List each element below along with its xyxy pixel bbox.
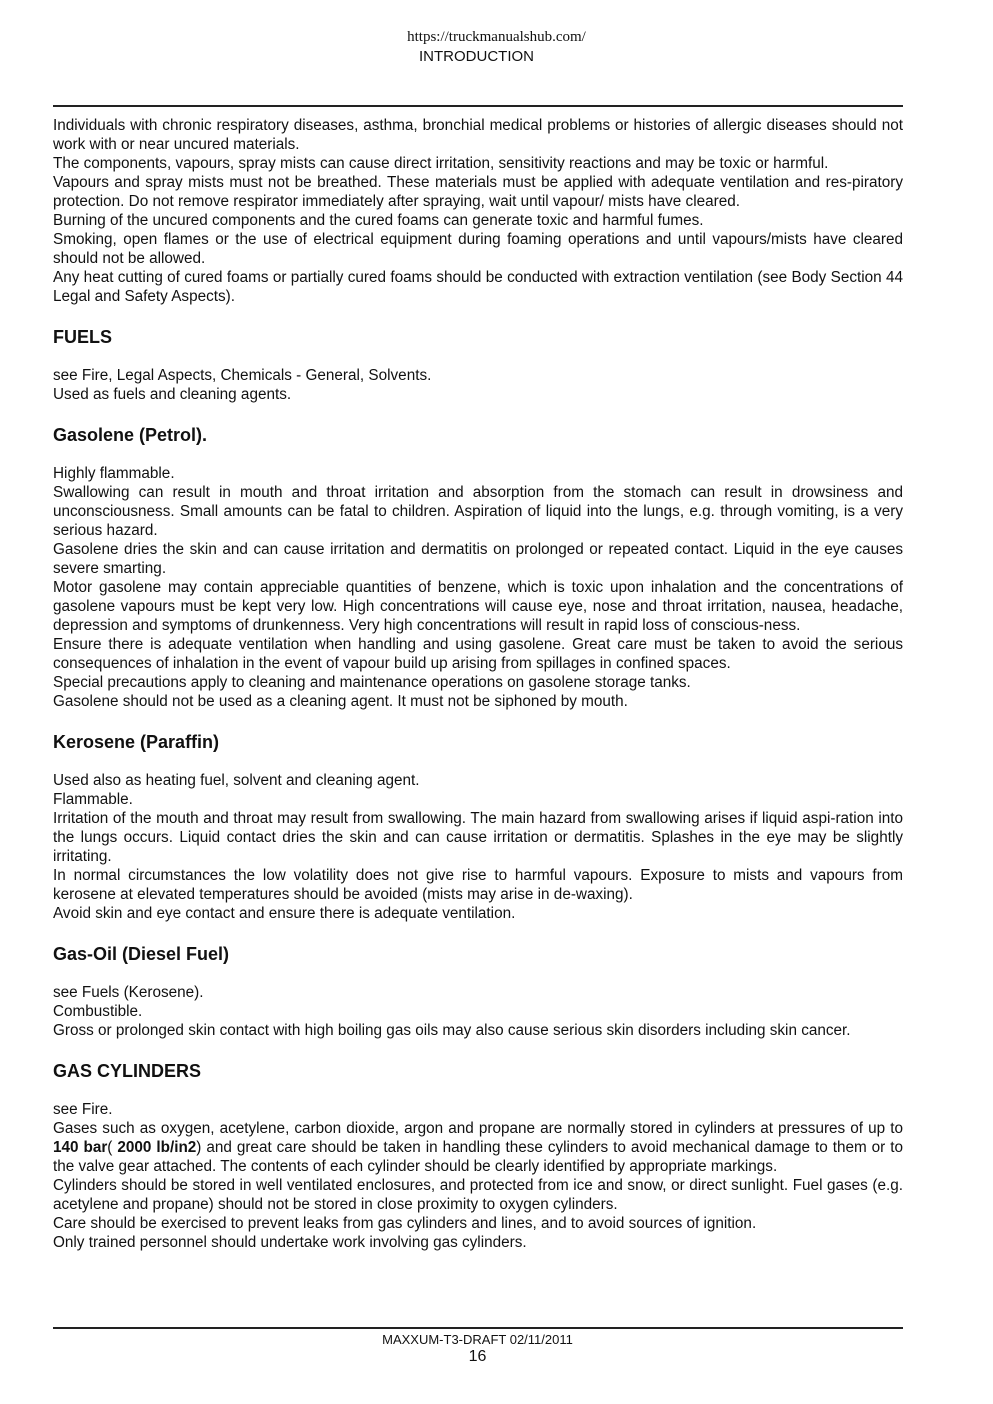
kerosene-paragraph: In normal circumstances the low volatility does not give rise to harmful vapours. Exposure to mists and vapours from kerosene at elevated temperatures should be avoided (mists may arise in de-waxing).: [53, 867, 903, 903]
header-section-title: INTRODUCTION: [419, 48, 534, 65]
kerosene-section: [53, 731, 903, 923]
gasolene-section: [53, 424, 903, 711]
gasoil-paragraph: see Fuels (Kerosene).: [53, 984, 204, 1001]
intro-paragraph: Vapours and spray mists must not be breathed. These materials must be applied with adequate ventilation and res-piratory protection. Do not remove respirator immediately after spraying, wait until vapour/ mists have cleared.: [53, 174, 903, 210]
gasolene-paragraph: Ensure there is adequate ventilation when handling and using gasolene. Great care must be taken to avoid the serious consequences of inhalation in the event of vapour build up arising from spillages in confined spaces.: [53, 636, 903, 672]
kerosene-paragraph: Flammable.: [53, 791, 133, 808]
pressure-bar-value: 140 bar: [53, 1139, 108, 1156]
kerosene-heading: Kerosene (Paraffin): [53, 732, 220, 752]
pressure-text: Gases such as oxygen, acetylene, carbon dioxide, argon and propane are normally stored in cylinders at pressures of up to: [53, 1120, 903, 1137]
gasoil-section: [53, 943, 903, 1040]
header-url: https://truckmanualshub.com/: [407, 29, 586, 45]
page-content: [53, 116, 903, 1252]
intro-paragraph: Burning of the uncured components and the cured foams can generate toxic and harmful fumes.: [53, 212, 704, 229]
gasolene-heading: Gasolene (Petrol).: [53, 425, 208, 445]
gas-cylinders-heading: GAS CYLINDERS: [53, 1061, 202, 1081]
gas-cylinders-pressure-paragraph: [53, 1119, 903, 1176]
gas-cylinders-paragraph: Only trained personnel should undertake work involving gas cylinders.: [53, 1234, 527, 1251]
kerosene-paragraph: Used also as heating fuel, solvent and cleaning agent.: [53, 772, 420, 789]
gasoil-heading: Gas-Oil (Diesel Fuel): [53, 944, 230, 964]
fuels-paragraph: Used as fuels and cleaning agents.: [53, 386, 292, 403]
pressure-text: (: [107, 1139, 118, 1156]
gas-cylinders-paragraph: Care should be exercised to prevent leaks from gas cylinders and lines, and to avoid sources of ignition.: [53, 1215, 757, 1232]
gasoil-paragraph: Combustible.: [53, 1003, 143, 1020]
fuels-paragraph: see Fire, Legal Aspects, Chemicals - General, Solvents.: [53, 367, 432, 384]
kerosene-paragraph: Irritation of the mouth and throat may result from swallowing. The main hazard from swallowing arises if liquid aspi-ration into the lungs occurs. Liquid contact dries the skin and can cause irritation or dermatitis. Splashes in the eye may be slightly irritating.: [53, 810, 903, 865]
intro-paragraph: The components, vapours, spray mists can cause direct irritation, sensitivity reactions and may be toxic or harmful.: [53, 155, 829, 172]
gasolene-paragraph: Highly flammable.: [53, 465, 175, 482]
kerosene-paragraph: Avoid skin and eye contact and ensure there is adequate ventilation.: [53, 905, 516, 922]
gasoil-paragraph: Gross or prolonged skin contact with high boiling gas oils may also cause serious skin disorders including skin cancer.: [53, 1022, 851, 1039]
intro-section: [53, 116, 903, 306]
intro-paragraph: Individuals with chronic respiratory diseases, asthma, bronchial medical problems or histories of allergic diseases should not work with or near uncured materials.: [53, 117, 903, 153]
gas-cylinders-paragraph: Cylinders should be stored in well ventilated enclosures, and protected from ice and snow, or direct sunlight. Fuel gases (e.g. acetylene and propane) should not be stored in close proximity to oxygen cylinders.: [53, 1177, 903, 1213]
gas-cylinders-paragraph: see Fire.: [53, 1101, 113, 1118]
page-number: 16: [468, 1348, 487, 1365]
gasolene-paragraph: Gasolene dries the skin and can cause irritation and dermatitis on prolonged or repeated contact. Liquid in the eye causes severe smarting.: [53, 541, 903, 577]
fuels-heading: FUELS: [53, 327, 113, 347]
pressure-psi-value: 2000 lb/in2: [117, 1139, 197, 1156]
intro-paragraph: Smoking, open flames or the use of electrical equipment during foaming operations and until vapours/mists have cleared should not be allowed.: [53, 231, 903, 267]
gasolene-paragraph: Gasolene should not be used as a cleaning agent. It must not be siphoned by mouth.: [53, 693, 628, 710]
gas-cylinders-section: [53, 1060, 903, 1252]
intro-paragraph: Any heat cutting of cured foams or partially cured foams should be conducted with extraction ventilation (see Body Section 44 Legal and Safety Aspects).: [53, 269, 903, 305]
fuels-section: [53, 326, 903, 404]
gasolene-paragraph: Motor gasolene may contain appreciable quantities of benzene, which is toxic upon inhalation and the concentrations of gasolene vapours must be kept very low. High concentrations will cause eye, nose and throat irritation, nausea, headache, depression and symptoms of drunkenness. Very high concentrations will result in rapid loss of conscious-ness.: [53, 579, 903, 634]
gasolene-paragraph: Special precautions apply to cleaning and maintenance operations on gasolene storage tanks.: [53, 674, 691, 691]
footer-divider: [53, 1327, 903, 1329]
gasolene-paragraph: Swallowing can result in mouth and throat irritation and absorption from the stomach can result in drowsiness and unconsciousness. Small amounts can be fatal to children. Aspiration of liquid into the lungs, e.g. through vomiting, is a very serious hazard.: [53, 484, 903, 539]
pressure-text: ) and great care should be taken in handling these cylinders to avoid mechanical damage to them or to the valve gear attached. The contents of each cylinder should be clearly identified by appropriate markings.: [53, 1139, 903, 1175]
footer-document-id: MAXXUM-T3-DRAFT 02/11/2011: [382, 1332, 573, 1347]
header-divider: [53, 105, 903, 107]
